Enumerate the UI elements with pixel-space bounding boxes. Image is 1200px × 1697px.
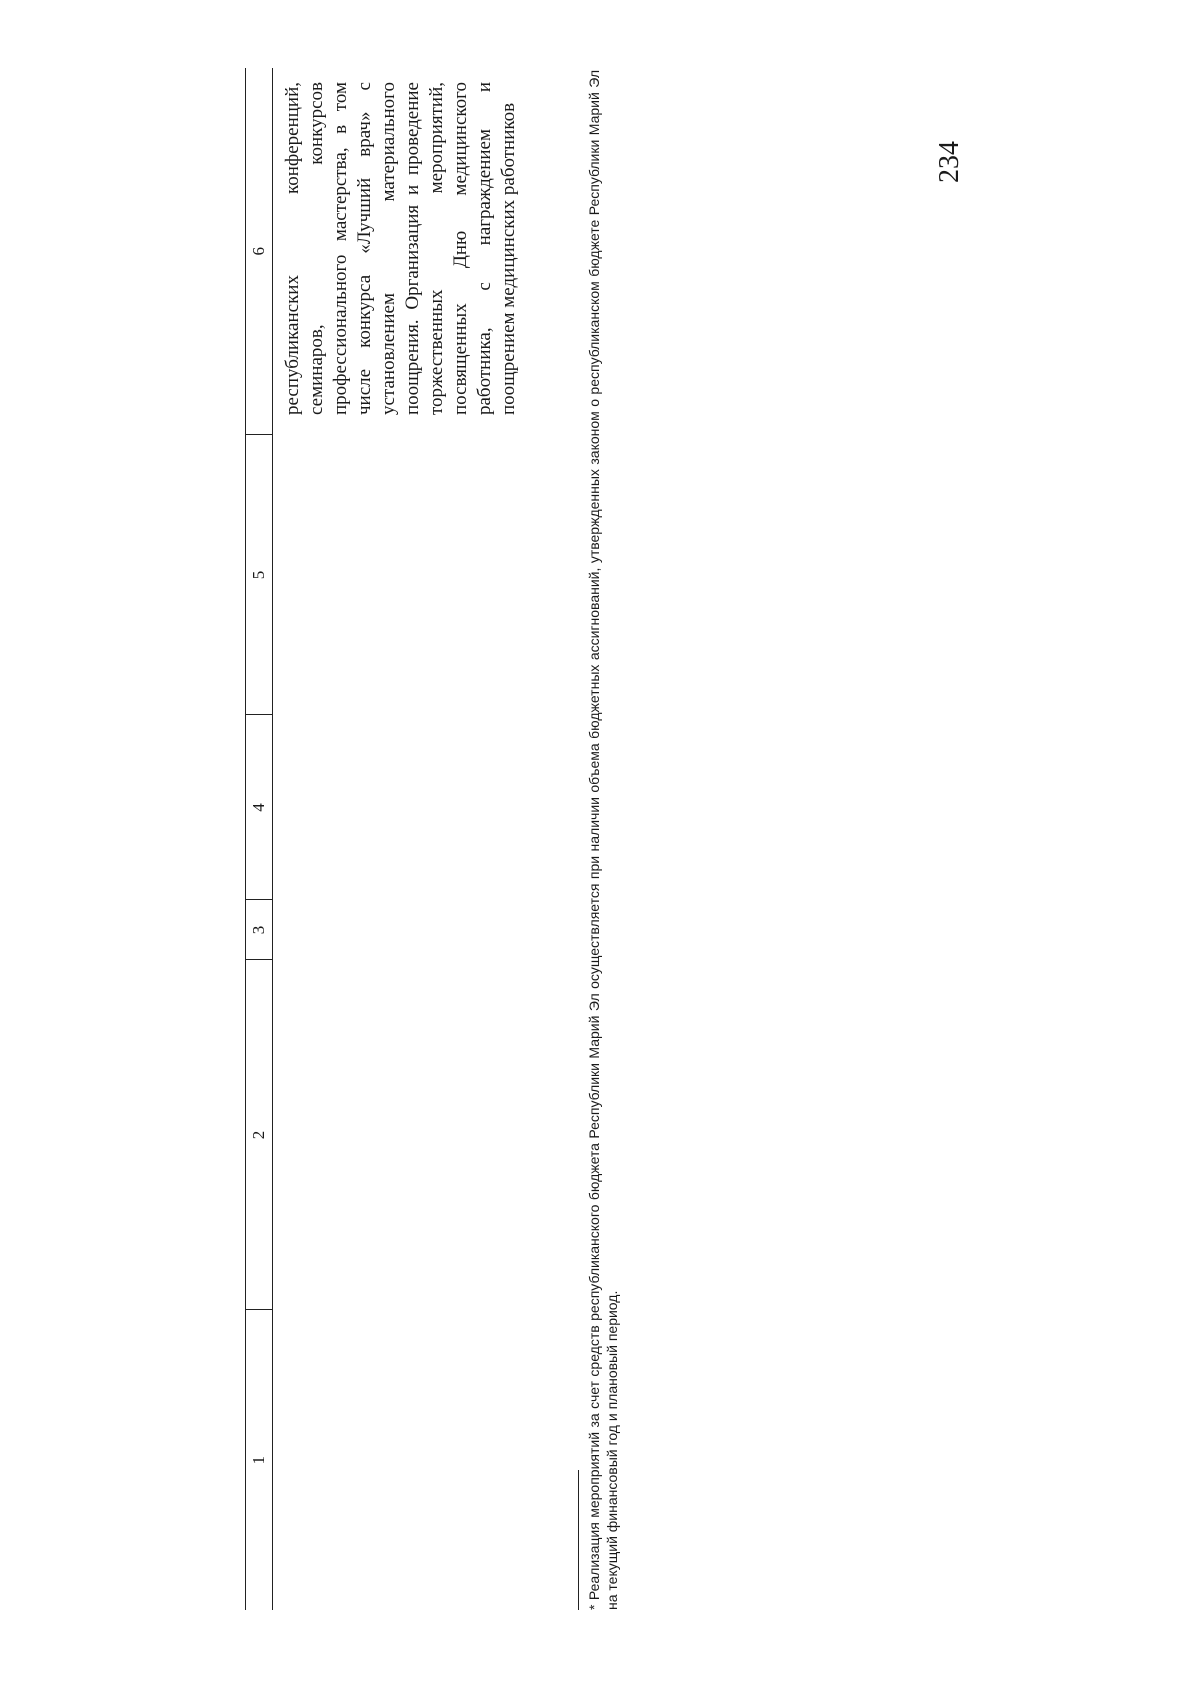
table-row: [273, 68, 544, 1610]
col-header-1: 1: [246, 1310, 273, 1610]
col-header-4: 4: [246, 715, 273, 900]
footnote-divider: [578, 1470, 579, 1610]
measure-description: республиканских конференций, семинаров, конкурсов профессионального мастерства, в том числе конкурса «Лучший врач» с установлением материального поощрения. Организация и проведение торжественных мероприятий, посвященных Дню медицинского работника, с награждением и поощрением медицинских работников: [282, 82, 519, 415]
cell-col-3: [273, 900, 544, 960]
col-header-3: 3: [246, 900, 273, 960]
program-table: [245, 68, 543, 1610]
rotated-page-content: [30, 60, 670, 1610]
col-header-2: 2: [246, 960, 273, 1310]
cell-col-5: [273, 435, 544, 715]
cell-col-4: [273, 715, 544, 900]
col-header-5: 5: [246, 435, 273, 715]
cell-col-2: [273, 960, 544, 1310]
cell-col-1: [273, 1310, 544, 1610]
cell-col-6: [273, 68, 544, 435]
page-number: 234: [934, 141, 965, 183]
col-header-6: 6: [246, 68, 273, 435]
table-header-row: [246, 68, 273, 1610]
footnote: * Реализация мероприятий за счет средств республиканского бюджета Республики Марий Эл осуществляется при наличии объема бюджетных ассигнований, утвержденных законом о республиканском бюджете Республики Марий Эл на текущий финансовый год и плановый период.: [586, 70, 620, 1610]
